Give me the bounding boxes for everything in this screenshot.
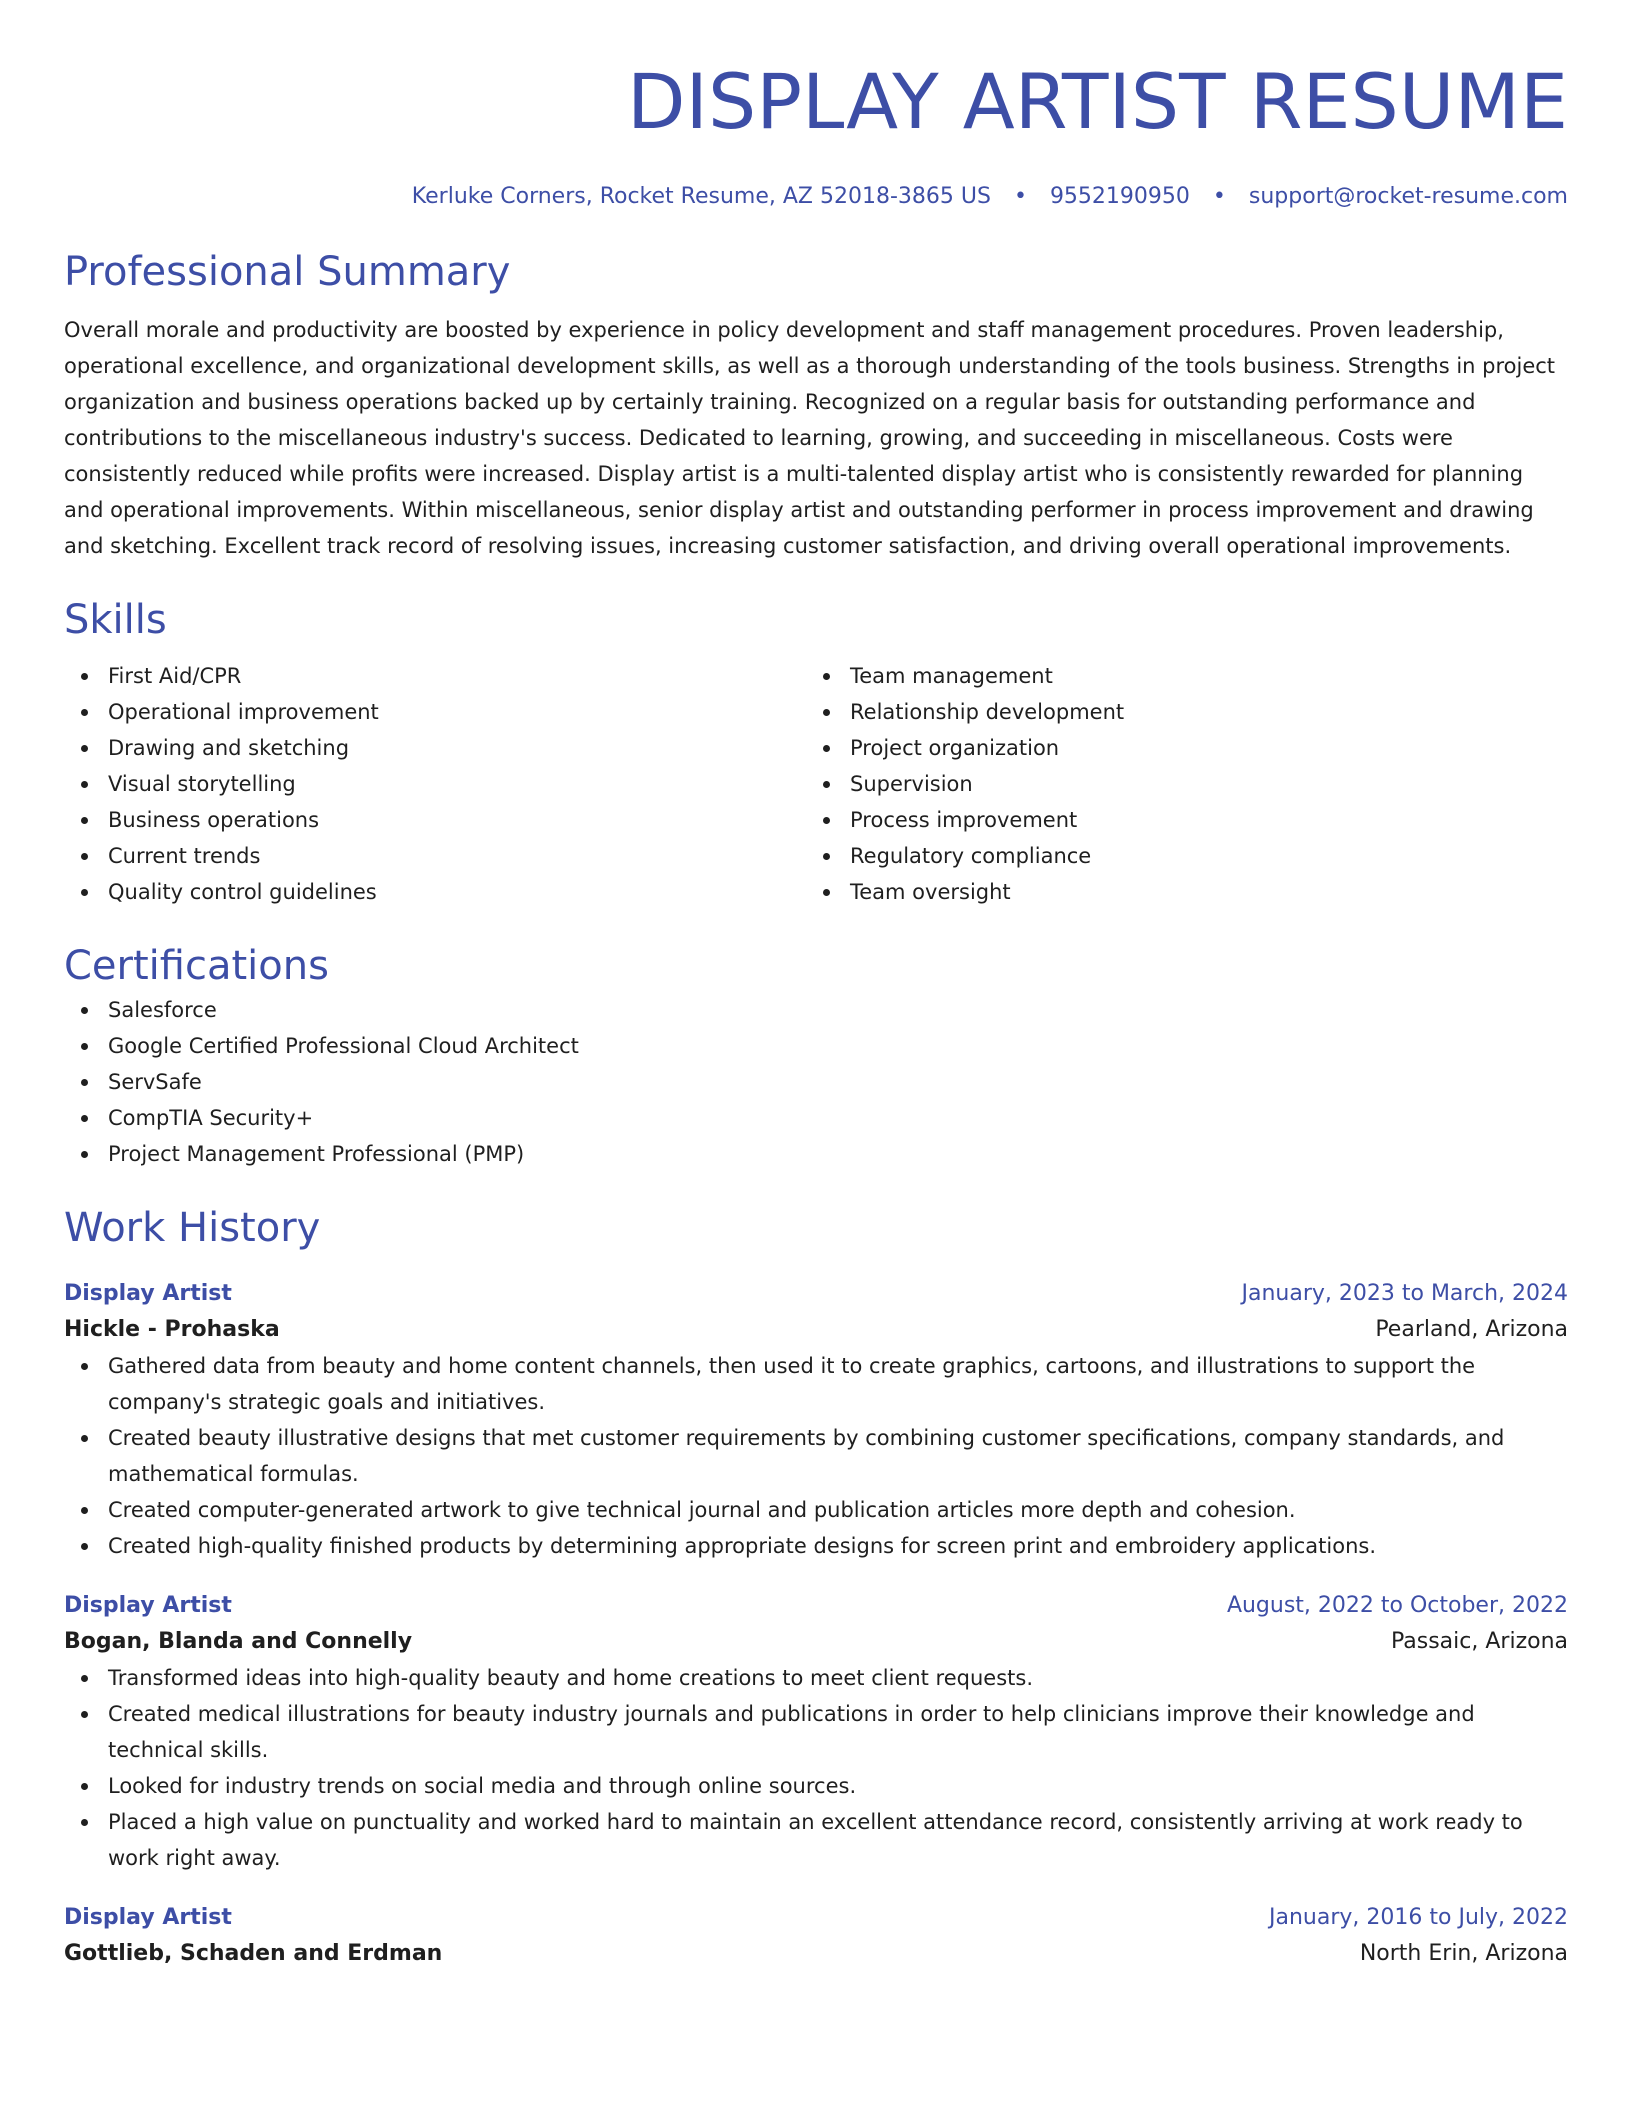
job-company-row bbox=[64, 1624, 1568, 1660]
contact-email[interactable]: support@rocket-resume.com bbox=[1248, 184, 1568, 209]
skills-list-left bbox=[64, 658, 806, 910]
job-bullet: Created computer-generated artwork to give technical journal and publication articles more depth and cohesion. bbox=[64, 1492, 1568, 1528]
skills-grid bbox=[64, 658, 1568, 910]
job-company: Bogan, Blanda and Connelly bbox=[64, 1629, 413, 1654]
contact-line bbox=[64, 182, 1568, 212]
job-entry bbox=[64, 1900, 1568, 1972]
skill-item: Process improvement bbox=[806, 802, 1548, 838]
certification-item: Google Certified Professional Cloud Architect bbox=[64, 1028, 1568, 1064]
job-bullet: Transformed ideas into high-quality beauty and home creations to meet client requests. bbox=[64, 1660, 1568, 1696]
job-dates: August, 2022 to October, 2022 bbox=[1226, 1593, 1568, 1618]
job-entry bbox=[64, 1588, 1568, 1876]
job-bullet: Created medical illustrations for beauty industry journals and publications in order to help clinicians improve their knowledge and technical skills. bbox=[64, 1696, 1568, 1768]
skill-item: Supervision bbox=[806, 766, 1548, 802]
contact-address: Kerluke Corners, Rocket Resume, AZ 52018-3865 US bbox=[411, 184, 991, 209]
certification-item: Project Management Professional (PMP) bbox=[64, 1136, 1568, 1172]
skill-item: Drawing and sketching bbox=[64, 730, 806, 766]
skill-item: Team oversight bbox=[806, 874, 1548, 910]
job-dates: January, 2016 to July, 2022 bbox=[1269, 1905, 1568, 1930]
job-header-row bbox=[64, 1900, 1568, 1936]
certification-item: Salesforce bbox=[64, 992, 1568, 1028]
job-location: Passaic, Arizona bbox=[1391, 1629, 1568, 1654]
job-company: Gottlieb, Schaden and Erdman bbox=[64, 1941, 443, 1966]
skills-list-right bbox=[806, 658, 1548, 910]
skill-item: Visual storytelling bbox=[64, 766, 806, 802]
job-bullet: Created beauty illustrative designs that met customer requirements by combining customer specifications, company standards, and mathematical formulas. bbox=[64, 1420, 1568, 1492]
skill-item: Regulatory compliance bbox=[806, 838, 1548, 874]
job-dates: January, 2023 to March, 2024 bbox=[1241, 1281, 1568, 1306]
job-header-row bbox=[64, 1276, 1568, 1312]
job-header-row bbox=[64, 1588, 1568, 1624]
job-bullet: Looked for industry trends on social media and through online sources. bbox=[64, 1768, 1568, 1804]
certification-item: CompTIA Security+ bbox=[64, 1100, 1568, 1136]
work-history-heading: Work History bbox=[64, 1205, 321, 1251]
job-bullet: Created high-quality finished products by determining appropriate designs for screen print and embroidery applications. bbox=[64, 1528, 1568, 1564]
certifications-heading: Certifications bbox=[64, 943, 329, 989]
job-title: Display Artist bbox=[64, 1281, 232, 1306]
skills-heading: Skills bbox=[64, 597, 167, 643]
skill-item: First Aid/CPR bbox=[64, 658, 806, 694]
job-location: Pearland, Arizona bbox=[1375, 1317, 1568, 1342]
job-title: Display Artist bbox=[64, 1905, 232, 1930]
job-bullet: Gathered data from beauty and home content channels, then used it to create graphics, cartoons, and illustrations to support the company's strategic goals and initiatives. bbox=[64, 1348, 1568, 1420]
job-company-row bbox=[64, 1936, 1568, 1972]
skill-item: Business operations bbox=[64, 802, 806, 838]
job-title: Display Artist bbox=[64, 1593, 232, 1618]
job-bullet: Placed a high value on punctuality and worked hard to maintain an excellent attendance record, consistently arriving at work ready to work right away. bbox=[64, 1804, 1568, 1876]
contact-separator: • bbox=[1212, 184, 1226, 209]
certification-item: ServSafe bbox=[64, 1064, 1568, 1100]
job-entry bbox=[64, 1276, 1568, 1564]
summary-text: Overall morale and productivity are boosted by experience in policy development and staff management procedures. Proven leadership, operational excellence, and organizational development skills, as well as a thorough understanding of the tools business. Strengths in project organization and business operations backed up by certainly training. Recognized on a regular basis for outstanding performance and contributions to the miscellaneous industry's success. Dedicated to learning, growing, and succeeding in miscellaneous. Costs were consistently reduced while profits were increased. Display artist is a multi-talented display artist who is consistently rewarded for planning and operational improvements. Within miscellaneous, senior display artist and outstanding performer in process improvement and drawing and sketching. Excellent track record of resolving issues, increasing customer satisfaction, and driving overall operational improvements. bbox=[64, 318, 1556, 558]
resume-title: DISPLAY ARTIST RESUME bbox=[627, 57, 1568, 146]
job-company: Hickle - Prohaska bbox=[64, 1317, 280, 1342]
job-company-row bbox=[64, 1312, 1568, 1348]
skill-item: Operational improvement bbox=[64, 694, 806, 730]
job-bullet-list bbox=[64, 1660, 1568, 1876]
skill-item: Quality control guidelines bbox=[64, 874, 806, 910]
skill-item: Project organization bbox=[806, 730, 1548, 766]
work-history-list bbox=[64, 1276, 1568, 1972]
skill-item: Current trends bbox=[64, 838, 806, 874]
summary-heading: Professional Summary bbox=[64, 249, 511, 295]
contact-separator: • bbox=[1013, 184, 1027, 209]
job-bullet-list bbox=[64, 1348, 1568, 1564]
skill-item: Relationship development bbox=[806, 694, 1548, 730]
certifications-list bbox=[64, 992, 1568, 1172]
skills-column-right bbox=[806, 658, 1548, 910]
job-location: North Erin, Arizona bbox=[1359, 1941, 1568, 1966]
contact-phone: 9552190950 bbox=[1049, 184, 1190, 209]
skills-column-left bbox=[64, 658, 806, 910]
skill-item: Team management bbox=[806, 658, 1548, 694]
